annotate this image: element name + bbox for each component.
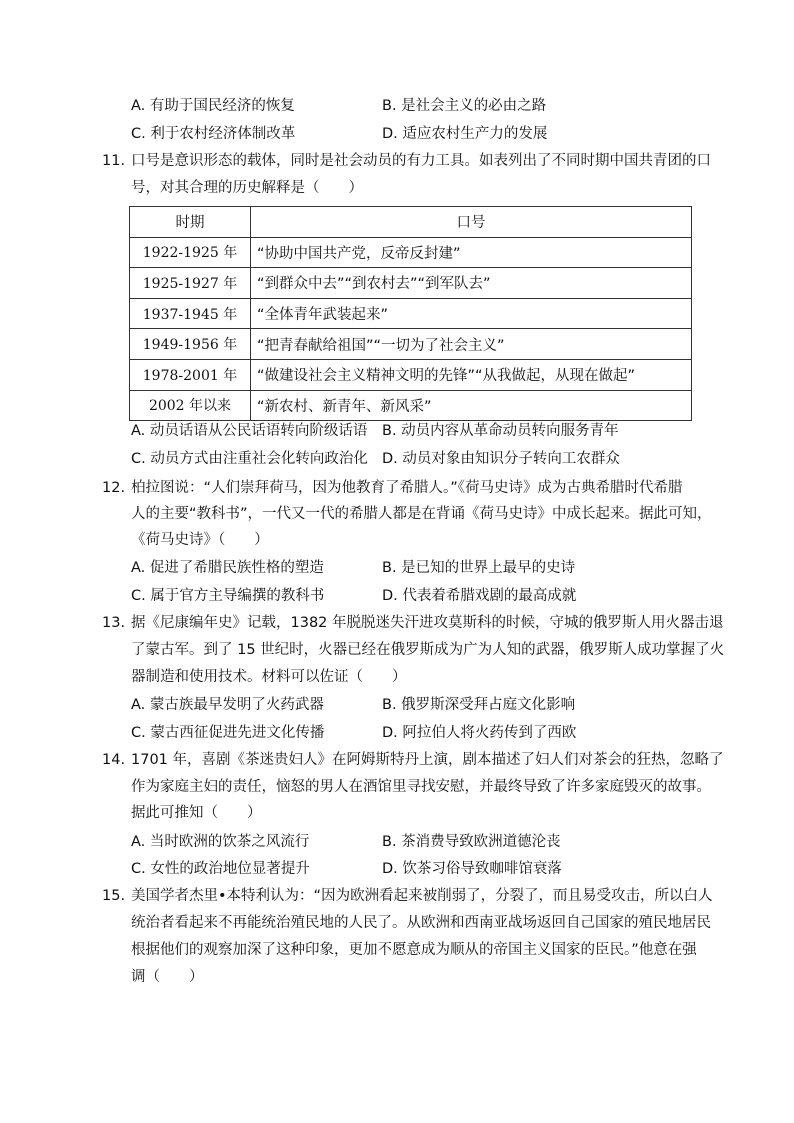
- question-stem-line: 器制造和使用技术。材料可以佐证（ ）: [131, 669, 407, 685]
- q12-option-a[interactable]: A. 促进了希腊民族性格的塑造: [131, 560, 324, 576]
- period-cell: 1978-2001 年: [130, 359, 251, 390]
- table-row: [130, 359, 692, 390]
- question-stem-line: 柏拉图说：“人们崇拜荷马，因为他教育了希腊人。”《荷马史诗》成为古典希腊时代希腊: [131, 480, 683, 496]
- question-stem-line: 据《尼康编年史》记载，1382 年脱脱迷失汗进攻莫斯科的时候，守城的俄罗斯人用火器击退: [131, 615, 724, 631]
- slogan-cell: “做建设社会主义精神文明的先锋”“从我做起，从现在做起”: [251, 359, 692, 390]
- period-cell: 1949-1956 年: [130, 329, 251, 360]
- slogan-table: [129, 206, 692, 421]
- q11-option-c[interactable]: C. 动员方式由注重社会化转向政治化: [131, 451, 368, 467]
- q13-option-a[interactable]: A. 蒙古族最早发明了火药武器: [131, 697, 324, 713]
- q10-option-c[interactable]: C. 利于农村经济体制改革: [131, 126, 296, 142]
- slogan-cell: “协助中国共产党，反帝反封建”: [251, 237, 692, 268]
- q10-option-d[interactable]: D. 适应农村生产力的发展: [382, 126, 548, 142]
- table-row: [130, 268, 692, 299]
- table-row: [130, 298, 692, 329]
- question-stem-line: 1701 年，喜剧《茶迷贵妇人》在阿姆斯特丹上演，剧本描述了妇人们对茶会的狂热，忽略了: [131, 752, 724, 768]
- slogan-cell: “全体青年武装起来”: [251, 298, 692, 329]
- q11-option-a[interactable]: A. 动员话语从公民话语转向阶级话语: [131, 423, 368, 439]
- question-stem-line: 人的主要“教科书”，一代又一代的希腊人都是在背诵《荷马史诗》中成长起来。据此可知，: [131, 506, 712, 522]
- period-cell: 1925-1927 年: [130, 268, 251, 299]
- column-header-period: 时期: [130, 207, 251, 238]
- q12-option-c[interactable]: C. 属于官方主导编撰的教科书: [131, 588, 325, 604]
- question-stem-line: 统治者看起来不再能统治殖民地的人民了。从欧洲和西南亚战场返回自己国家的殖民地居民: [131, 915, 711, 931]
- question-stem-line: 据此可推知（ ）: [131, 805, 262, 821]
- q14-option-b[interactable]: B. 茶消费导致欧洲道德沦丧: [382, 834, 561, 850]
- q13-option-d[interactable]: D. 阿拉伯人将火药传到了西欧: [382, 725, 577, 741]
- question-number: 13.: [102, 615, 126, 631]
- question-number: 15.: [102, 888, 126, 904]
- table-row: [130, 390, 692, 421]
- period-cell: 1937-1945 年: [130, 298, 251, 329]
- question-number: 11.: [102, 153, 126, 169]
- q13-option-c[interactable]: C. 蒙古西征促进先进文化传播: [131, 725, 325, 741]
- question-stem-line: 口号是意识形态的载体，同时是社会动员的有力工具。如表列出了不同时期中国共青团的口: [131, 153, 711, 169]
- table-row: [130, 329, 692, 360]
- q14-option-c[interactable]: C. 女性的政治地位显著提升: [131, 861, 310, 877]
- question-stem-line: 《荷马史诗》（ ）: [131, 532, 269, 548]
- q11-option-d[interactable]: D. 动员对象由知识分子转向工农群众: [382, 451, 620, 467]
- table-header-row: [130, 207, 692, 238]
- slogan-cell: “把青春献给祖国”“一切为了社会主义”: [251, 329, 692, 360]
- question-number: 14.: [102, 752, 126, 768]
- question-stem-line: 调（ ）: [131, 969, 204, 985]
- slogan-cell: “到群众中去”“到农村去”“到军队去”: [251, 268, 692, 299]
- question-number: 12.: [102, 480, 126, 496]
- q12-option-b[interactable]: B. 是已知的世界上最早的史诗: [382, 560, 576, 576]
- slogan-cell: “新农村、新青年、新风采”: [251, 390, 692, 421]
- table-row: [130, 237, 692, 268]
- q13-option-b[interactable]: B. 俄罗斯深受拜占庭文化影响: [382, 697, 576, 713]
- q10-option-a[interactable]: A. 有助于国民经济的恢复: [131, 98, 295, 114]
- period-cell: 2002 年以来: [130, 390, 251, 421]
- column-header-slogan: 口号: [251, 207, 692, 238]
- q14-option-d[interactable]: D. 饮茶习俗导致咖啡馆衰落: [382, 861, 562, 877]
- question-stem-line: 美国学者杰里•本特利认为：“因为欧洲看起来被削弱了，分裂了，而且易受攻击，所以白人: [131, 888, 713, 904]
- period-cell: 1922-1925 年: [130, 237, 251, 268]
- q10-option-b[interactable]: B. 是社会主义的必由之路: [382, 98, 547, 114]
- question-stem-line: 号，对其合理的历史解释是（ ）: [131, 180, 363, 196]
- question-stem-line: 了蒙古军。到了 15 世纪时，火器已经在俄罗斯成为广为人知的武器，俄罗斯人成功掌握了火: [131, 642, 725, 658]
- question-stem-line: 根据他们的观察加深了这种印象，更加不愿意成为顺从的帝国主义国家的臣民。”他意在强: [131, 942, 697, 958]
- q12-option-d[interactable]: D. 代表着希腊戏剧的最高成就: [382, 588, 577, 604]
- question-stem-line: 作为家庭主妇的责任，恼怒的男人在酒馆里寻找安慰，并最终导致了许多家庭毁灭的故事。: [131, 779, 711, 795]
- q11-option-b[interactable]: B. 动员内容从革命动员转向服务青年: [382, 423, 619, 439]
- q14-option-a[interactable]: A. 当时欧洲的饮茶之风流行: [131, 834, 310, 850]
